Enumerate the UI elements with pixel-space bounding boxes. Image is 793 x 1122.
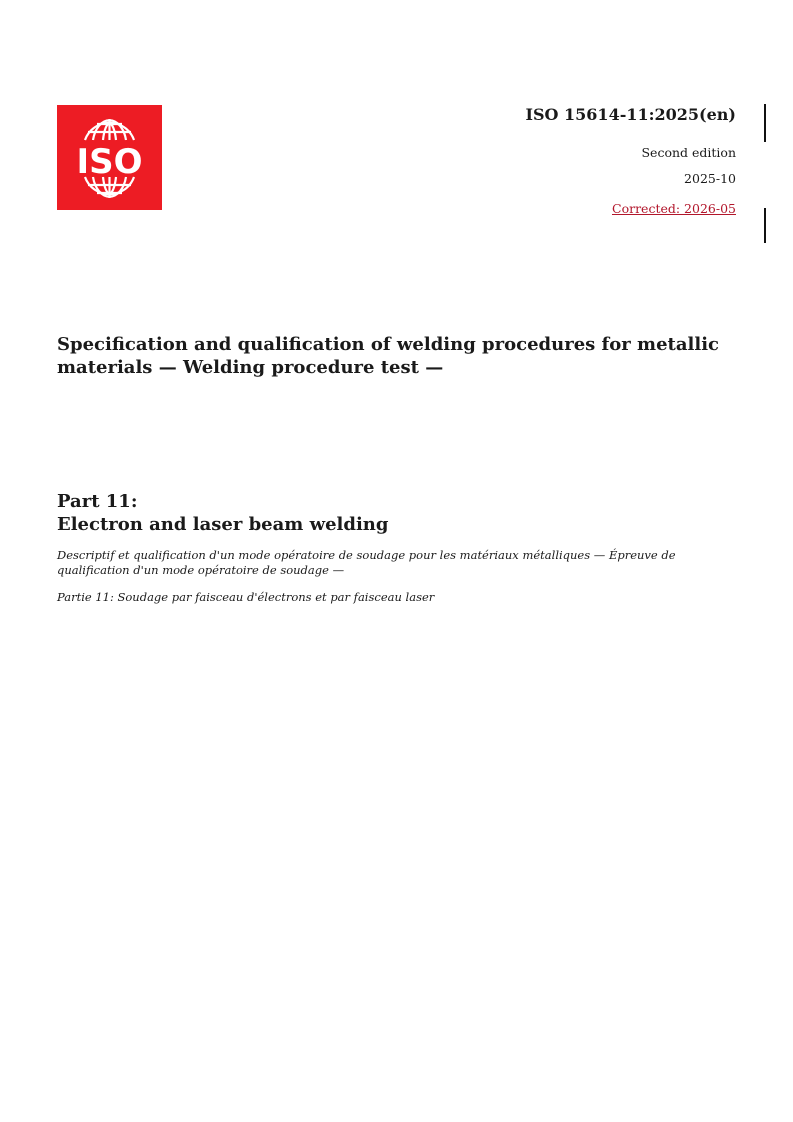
corrected-link[interactable]: Corrected: 2026-05 [612, 201, 736, 216]
document-id: ISO 15614-11:2025(en) [525, 105, 736, 124]
publication-date: 2025-10 [684, 171, 736, 186]
french-part-title: Partie 11: Soudage par faisceau d'électrons et par faisceau laser [57, 590, 435, 604]
part-title: Electron and laser beam welding [57, 514, 389, 535]
french-title: Descriptif et qualification d'un mode opératoire de soudage pour les matériaux métalliques — Épreuve de qualification d'un mode opératoire de soudage — [57, 548, 676, 577]
document-header [525, 105, 736, 217]
change-bar [764, 208, 766, 243]
iso-globe-icon [57, 105, 162, 210]
edition-label: Second edition [641, 145, 736, 160]
part-block [57, 490, 737, 605]
iso-logo-text: ISO [76, 142, 143, 182]
part-number: Part 11: [57, 491, 138, 512]
iso-logo [57, 105, 162, 210]
document-title: Specification and qualification of welding procedures for metallic materials — Welding procedure test — [57, 334, 720, 378]
change-bar [764, 104, 766, 142]
